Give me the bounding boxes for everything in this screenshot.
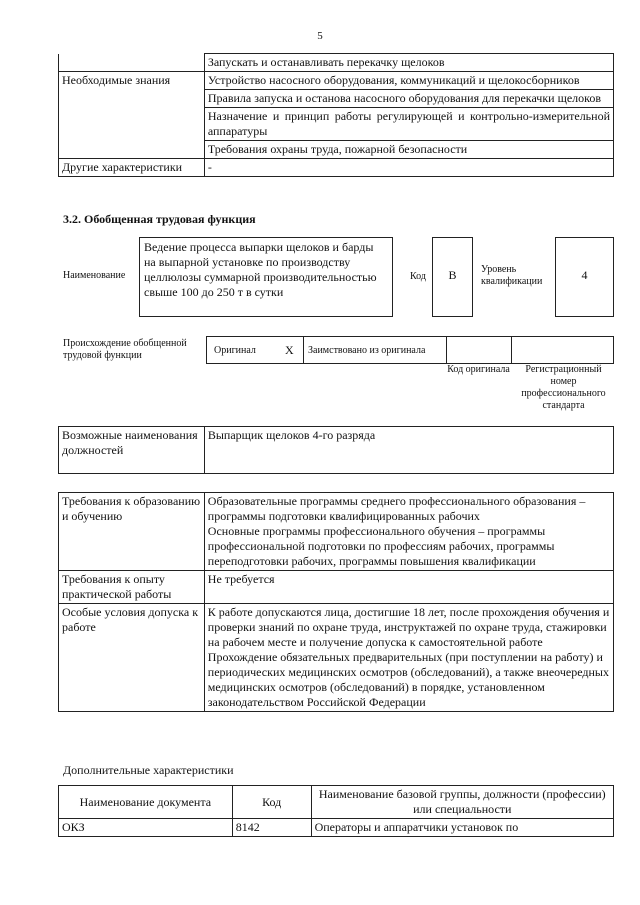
page-number: 5: [317, 30, 323, 42]
row-value: Запускать и останавливать перекачку щелоков: [204, 54, 613, 72]
row-value: Устройство насосного оборудования, коммуникаций и щелокосборников: [204, 72, 613, 90]
row-value: Требования охраны труда, пожарной безопасности: [204, 141, 613, 159]
table-row: [59, 493, 614, 571]
row-label: Требования к образованию и обучению: [59, 493, 205, 571]
table-row: [59, 819, 614, 837]
positions-label: Возможные наименования должностей: [59, 427, 205, 474]
row-value: Правила запуска и останова насосного оборудования для перекачки щелоков: [204, 90, 613, 108]
additional-heading: Дополнительные характеристики: [63, 763, 234, 777]
origin-cell-borrowed: [303, 337, 447, 363]
table-row: [59, 571, 614, 604]
row-label: Другие характеристики: [59, 159, 205, 177]
qualification-level: 4: [555, 237, 614, 317]
table-row: [59, 54, 614, 72]
row-value: -: [204, 159, 613, 177]
table-row: [59, 604, 614, 712]
function-name: Ведение процесса выпарки щелоков и барды на выпарной установке по производству целлюлозы суммарной производительностью свыше 100 до 250 т в сутки: [139, 237, 393, 317]
origin-code-cell: [446, 337, 512, 363]
row-value: Не требуется: [204, 571, 613, 604]
section-heading: 3.2. Обобщенная трудовая функция: [63, 212, 256, 226]
level-label: Уровень квалификации: [481, 264, 543, 287]
row-label: Особые условия допуска к работе: [59, 604, 205, 712]
origin-label: Происхождение обобщенной трудовой функции: [63, 338, 187, 361]
function-code: B: [432, 237, 473, 317]
reg-caption: Регистрационный номер профессионального стандарта: [521, 364, 606, 411]
positions-table: [58, 426, 614, 474]
row-label: [59, 54, 205, 72]
row-label: Необходимые знания: [59, 72, 205, 159]
origin-reg-cell: [511, 337, 613, 363]
name-label: Наименование: [63, 270, 126, 281]
table-row: [59, 159, 614, 177]
table-row: [59, 72, 614, 90]
original-mark: X: [285, 343, 294, 357]
row-label: Требования к опыту практической работы: [59, 571, 205, 604]
additional-table: [58, 785, 614, 837]
original-label: Оригинал: [214, 345, 256, 356]
requirements-table: [58, 492, 614, 712]
row-value: Назначение и принцип работы регулирующей и контрольно-измерительной аппаратуры: [204, 108, 613, 141]
row-value: Образовательные программы среднего профессионального образования – программы подготовки квалифицированных рабочих Основные программы профессионального обучения – программы профессиональной подготовки по профессиям рабочих, программы переподготовки рабочих, программы повышения квалификации: [204, 493, 613, 571]
table-header-row: [59, 786, 614, 819]
origin-cell-original: [207, 337, 304, 363]
code-cell: 8142: [232, 819, 311, 837]
knowledge-table: [58, 53, 614, 177]
code-caption: Код оригинала: [447, 364, 510, 375]
positions-value: Выпарщик щелоков 4-го разряда: [204, 427, 613, 474]
column-header: Наименование документа: [59, 786, 233, 819]
column-header: Код: [232, 786, 311, 819]
column-header: Наименование базовой группы, должности (профессии) или специальности: [311, 786, 613, 819]
table-row: [59, 427, 614, 474]
origin-table: [206, 336, 614, 364]
code-label: Код: [410, 271, 426, 282]
doc-cell: ОКЗ: [59, 819, 233, 837]
name-cell: Операторы и аппаратчики установок по: [311, 819, 613, 837]
borrowed-label: Заимствовано из оригинала: [308, 345, 426, 356]
row-value: К работе допускаются лица, достигшие 18 лет, после прохождения обучения и проверки знаний по охране труда, инструктажей по охране труда, стажировки на рабочем месте и получение допуска к самостоятельной работе Прохождение обязательных предварительных (при поступлении на работу) и периодических медицинских осмотров (обследований), а также внеочередных медицинских осмотров (обследований) в порядке, установленном законодательством Российской Федерации: [204, 604, 613, 712]
